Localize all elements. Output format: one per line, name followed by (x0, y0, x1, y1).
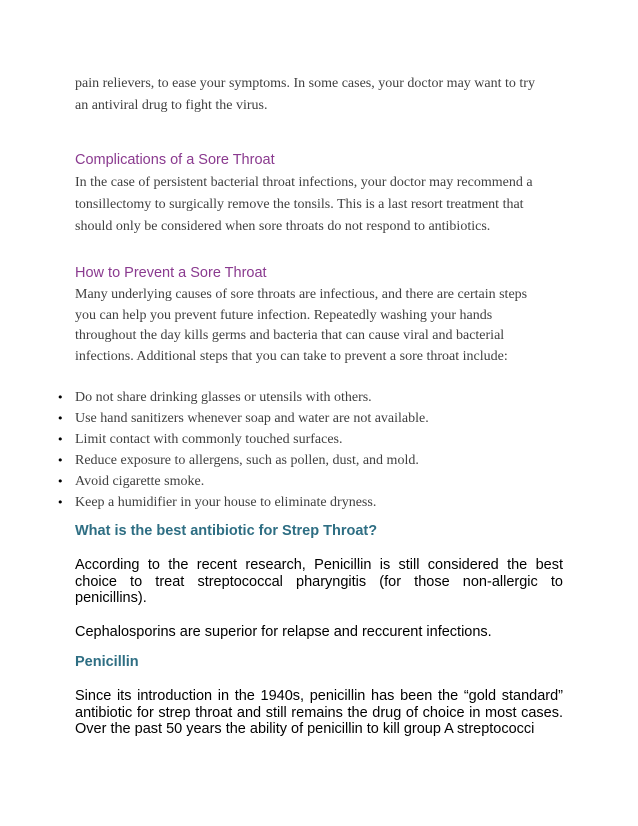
list-item-text: Limit contact with commonly touched surfaces. (75, 432, 343, 447)
bullet-icon: • (57, 454, 64, 467)
prevent-paragraph (75, 285, 565, 367)
bullet-icon: • (57, 475, 64, 488)
strep-paragraph: According to the recent research, Penicillin is still considered the best choice to treat streptococcal pharyngitis (for those non-allergic to penicillins). (75, 557, 563, 606)
intro-paragraph (75, 73, 565, 117)
list-item-text: Do not share drinking glasses or utensils with others. (75, 390, 372, 405)
cephalosporins-paragraph: Cephalosporins are superior for relapse and reccurent infections. (75, 624, 492, 640)
list-item-text: Use hand sanitizers whenever soap and water are not available. (75, 411, 429, 426)
prevent-line: infections. Additional steps that you can take to prevent a sore throat include: (75, 348, 508, 364)
bullet-icon: • (57, 433, 64, 446)
prevent-line: you can help you prevent future infection. Repeatedly washing your hands (75, 307, 493, 323)
list-item (0, 450, 600, 471)
bullet-icon: • (57, 412, 64, 425)
intro-line: pain relievers, to ease your symptoms. In some cases, your doctor may want to try (75, 76, 535, 91)
bullet-icon: • (57, 496, 64, 509)
list-item (0, 492, 600, 513)
list-item-text: Avoid cigarette smoke. (75, 474, 205, 489)
complications-line: In the case of persistent bacterial throat infections, your doctor may recommend a (75, 175, 533, 190)
list-item-text: Reduce exposure to allergens, such as pollen, dust, and mold. (75, 453, 419, 468)
prevent-line: Many underlying causes of sore throats are infectious, and there are certain steps (75, 287, 528, 302)
intro-line: an antiviral drug to fight the virus. (75, 98, 268, 113)
prevent-line: throughout the day kills germs and bacteria that can cause viral and bacterial (75, 328, 505, 343)
complications-line: should only be considered when sore throats do not respond to antibiotics. (75, 219, 491, 234)
list-item (0, 408, 600, 429)
strep-heading: What is the best antibiotic for Strep Throat? (75, 523, 378, 539)
complications-line: tonsillectomy to surgically remove the tonsils. This is a last resort treatment that (75, 197, 524, 212)
list-item-text: Keep a humidifier in your house to eliminate dryness. (75, 495, 377, 510)
penicillin-paragraph: Since its introduction in the 1940s, penicillin has been the “gold standard” antibiotic for strep throat and still remains the drug of choice in most cases. Over the past 50 years the ability of penicillin to kill group A streptococci (75, 688, 563, 737)
list-item (0, 387, 600, 408)
list-item (0, 429, 600, 450)
prevent-heading: How to Prevent a Sore Throat (75, 265, 267, 281)
list-item (0, 471, 600, 492)
bullet-icon: • (57, 391, 64, 404)
complications-heading: Complications of a Sore Throat (75, 152, 275, 168)
prevention-tips-list (0, 387, 600, 513)
penicillin-heading: Penicillin (75, 654, 139, 670)
complications-paragraph (75, 172, 565, 238)
